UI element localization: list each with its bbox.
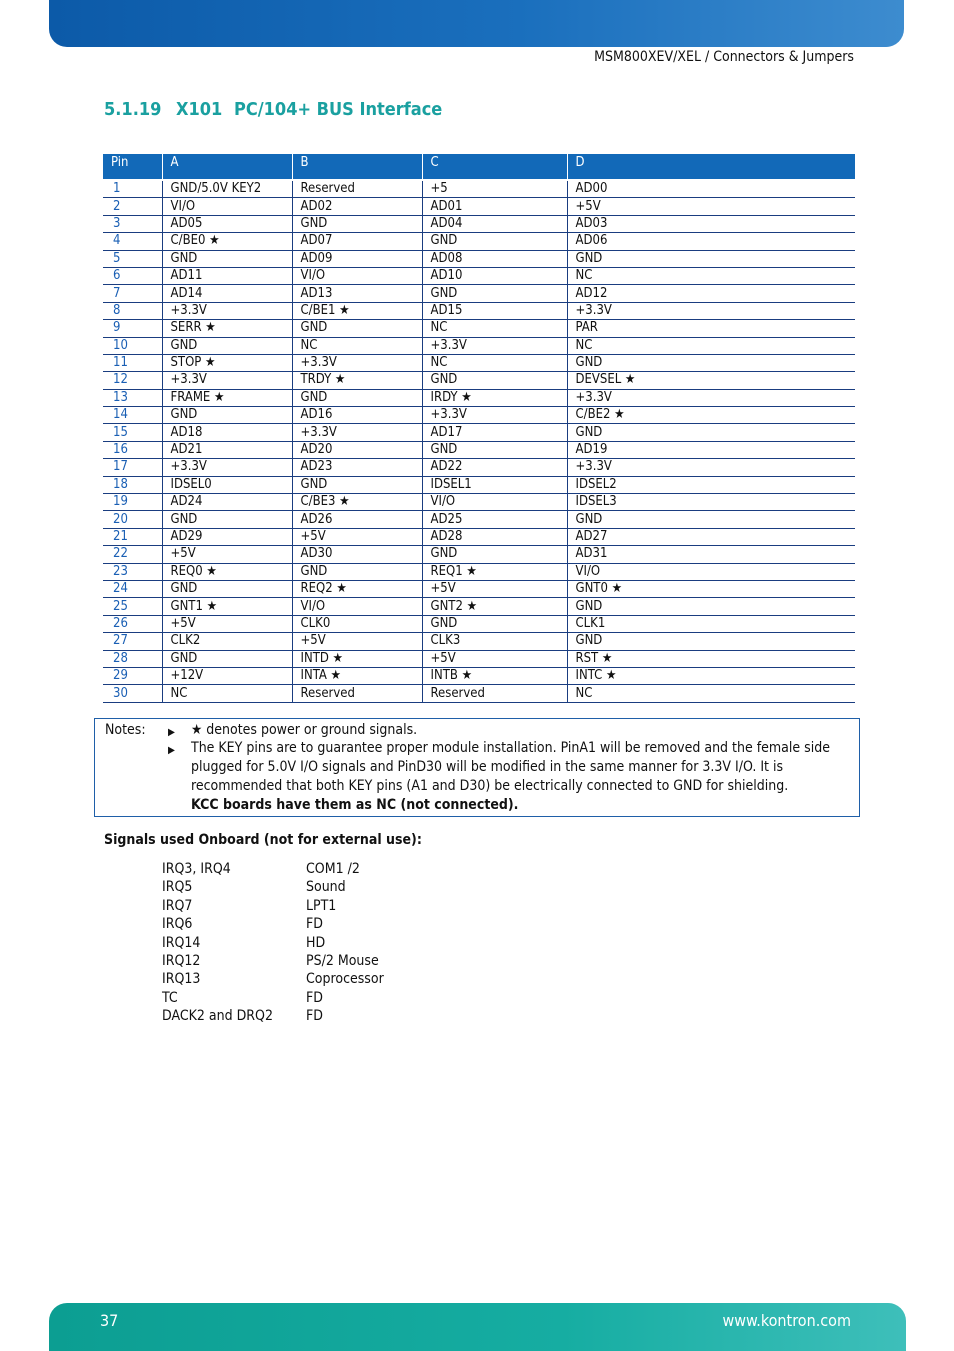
cell-col-b: REQ2 ★ xyxy=(292,580,422,597)
cell-pin: 29 xyxy=(103,667,162,684)
cell-col-b: AD07 xyxy=(292,233,422,250)
cell-col-d: GND xyxy=(567,424,855,441)
section-number: 5.1.19 xyxy=(104,99,162,120)
table-row xyxy=(103,354,855,371)
cell-col-b: GND xyxy=(292,215,422,232)
cell-col-a: GND xyxy=(162,650,292,667)
cell-col-c: AD28 xyxy=(422,528,567,545)
signals-title: Signals used Onboard (not for external use): xyxy=(104,832,422,848)
cell-col-c: Reserved xyxy=(422,685,567,702)
signal-row xyxy=(162,860,384,878)
cell-pin: 10 xyxy=(103,337,162,354)
cell-col-d: GND xyxy=(567,511,855,528)
cell-col-b: AD13 xyxy=(292,285,422,302)
cell-pin: 16 xyxy=(103,441,162,458)
cell-col-a: VI/O xyxy=(162,198,292,215)
signal-row xyxy=(162,989,384,1007)
table-row xyxy=(103,250,855,267)
section-id: X101 xyxy=(176,99,223,120)
cell-col-a: AD18 xyxy=(162,424,292,441)
cell-pin: 26 xyxy=(103,615,162,632)
cell-pin: 28 xyxy=(103,650,162,667)
cell-col-a: +3.3V xyxy=(162,372,292,389)
column-header: A xyxy=(162,154,292,179)
bullet-arrow-icon: ▶ xyxy=(168,727,175,738)
cell-col-c: AD01 xyxy=(422,198,567,215)
cell-col-c: IRDY ★ xyxy=(422,389,567,406)
cell-col-a: AD24 xyxy=(162,494,292,511)
signal-irq: IRQ7 xyxy=(162,897,193,914)
cell-col-a: +5V xyxy=(162,615,292,632)
cell-pin: 12 xyxy=(103,372,162,389)
signal-irq: IRQ5 xyxy=(162,879,193,896)
cell-col-a: GND xyxy=(162,580,292,597)
column-header: D xyxy=(567,154,855,179)
cell-col-d: AD12 xyxy=(567,285,855,302)
cell-col-b: AD23 xyxy=(292,459,422,476)
page-number: 37 xyxy=(100,1311,119,1330)
note-bold: KCC boards have them as NC (not connected). xyxy=(191,797,519,813)
cell-col-d: GNT0 ★ xyxy=(567,580,855,597)
cell-col-b: Reserved xyxy=(292,181,422,198)
signal-use: FD xyxy=(306,916,323,933)
cell-col-a: GND xyxy=(162,250,292,267)
cell-col-b: +3.3V xyxy=(292,424,422,441)
signal-use: Coprocessor xyxy=(306,971,384,988)
cell-col-d: AD27 xyxy=(567,528,855,545)
cell-pin: 23 xyxy=(103,563,162,580)
cell-col-a: AD14 xyxy=(162,285,292,302)
cell-col-d: DEVSEL ★ xyxy=(567,372,855,389)
table-header-row xyxy=(103,154,855,179)
cell-pin: 27 xyxy=(103,633,162,650)
cell-pin: 11 xyxy=(103,354,162,371)
cell-pin: 6 xyxy=(103,267,162,284)
cell-col-c: +5 xyxy=(422,181,567,198)
signals-list xyxy=(162,860,384,1026)
cell-col-d: AD31 xyxy=(567,546,855,563)
note-item: ★ denotes power or ground signals. xyxy=(191,722,418,738)
cell-col-b: VI/O xyxy=(292,598,422,615)
cell-col-c: NC xyxy=(422,320,567,337)
cell-col-b: Reserved xyxy=(292,685,422,702)
cell-col-c: VI/O xyxy=(422,494,567,511)
cell-pin: 8 xyxy=(103,302,162,319)
cell-col-a: GNT1 ★ xyxy=(162,598,292,615)
cell-pin: 3 xyxy=(103,215,162,232)
cell-col-b: TRDY ★ xyxy=(292,372,422,389)
cell-col-b: +5V xyxy=(292,633,422,650)
cell-col-b: AD09 xyxy=(292,250,422,267)
notes-label: Notes: xyxy=(105,722,146,738)
cell-col-d: AD06 xyxy=(567,233,855,250)
column-header: B xyxy=(292,154,422,179)
signal-irq: TC xyxy=(162,989,178,1006)
cell-col-d: GND xyxy=(567,354,855,371)
cell-col-a: FRAME ★ xyxy=(162,389,292,406)
column-header: C xyxy=(422,154,567,179)
signal-row xyxy=(162,878,384,896)
signal-irq: IRQ13 xyxy=(162,971,201,988)
cell-col-d: CLK1 xyxy=(567,615,855,632)
cell-col-d: C/BE2 ★ xyxy=(567,407,855,424)
signal-use: COM1 /2 xyxy=(306,861,360,877)
table-row xyxy=(103,528,855,545)
signal-irq: DACK2 and DRQ2 xyxy=(162,1008,273,1025)
cell-col-c: AD04 xyxy=(422,215,567,232)
table-row xyxy=(103,215,855,232)
cell-col-a: GND xyxy=(162,407,292,424)
signal-use: FD xyxy=(306,989,323,1006)
cell-col-d: +3.3V xyxy=(567,302,855,319)
notes-box xyxy=(94,718,860,817)
cell-pin: 1 xyxy=(103,181,162,198)
cell-col-d: GND xyxy=(567,633,855,650)
section-name: PC/104+ BUS Interface xyxy=(234,99,443,120)
table-row xyxy=(103,546,855,563)
cell-col-c: GND xyxy=(422,441,567,458)
cell-col-c: GND xyxy=(422,372,567,389)
signal-row xyxy=(162,970,384,988)
signal-irq: IRQ12 xyxy=(162,953,201,970)
signal-use: HD xyxy=(306,934,326,951)
signal-use: PS/2 Mouse xyxy=(306,953,379,970)
signal-row xyxy=(162,1007,384,1025)
signal-use: LPT1 xyxy=(306,897,337,914)
cell-col-a: STOP ★ xyxy=(162,354,292,371)
cell-pin: 20 xyxy=(103,511,162,528)
signal-use: Sound xyxy=(306,879,346,896)
cell-col-d: RST ★ xyxy=(567,650,855,667)
signal-irq: IRQ3, IRQ4 xyxy=(162,861,231,877)
cell-pin: 4 xyxy=(103,233,162,250)
cell-col-b: NC xyxy=(292,337,422,354)
column-header: Pin xyxy=(103,154,162,179)
cell-col-c: AD17 xyxy=(422,424,567,441)
table-row xyxy=(103,563,855,580)
section-title xyxy=(104,99,442,120)
signal-use: FD xyxy=(306,1008,323,1025)
cell-col-c: +3.3V xyxy=(422,407,567,424)
cell-pin: 15 xyxy=(103,424,162,441)
cell-col-b: C/BE3 ★ xyxy=(292,494,422,511)
cell-col-b: VI/O xyxy=(292,267,422,284)
cell-col-a: IDSEL0 xyxy=(162,476,292,493)
cell-col-b: AD30 xyxy=(292,546,422,563)
cell-col-b: AD02 xyxy=(292,198,422,215)
note-item: The KEY pins are to guarantee proper module installation. PinA1 will be removed and the female side plugged for 5.0V I/O signals and PinD30 will be modified in the same manner for 3.3V I/O. It is recommended that both KEY pins (A1 and D30) be electrically connected to GND for shielding. xyxy=(191,740,830,794)
cell-pin: 25 xyxy=(103,598,162,615)
cell-col-d: IDSEL2 xyxy=(567,476,855,493)
cell-col-d: +3.3V xyxy=(567,389,855,406)
cell-col-d: NC xyxy=(567,337,855,354)
table-row xyxy=(103,198,855,215)
table-row xyxy=(103,407,855,424)
cell-col-d: PAR xyxy=(567,320,855,337)
signal-row xyxy=(162,915,384,933)
cell-col-d: GND xyxy=(567,598,855,615)
cell-col-a: AD21 xyxy=(162,441,292,458)
cell-col-a: AD29 xyxy=(162,528,292,545)
table-row xyxy=(103,389,855,406)
cell-col-b: GND xyxy=(292,563,422,580)
cell-col-a: +5V xyxy=(162,546,292,563)
cell-col-b: INTD ★ xyxy=(292,650,422,667)
cell-col-d: AD03 xyxy=(567,215,855,232)
top-banner xyxy=(49,0,904,47)
cell-col-b: AD20 xyxy=(292,441,422,458)
cell-pin: 7 xyxy=(103,285,162,302)
cell-col-a: +3.3V xyxy=(162,302,292,319)
cell-col-b: GND xyxy=(292,476,422,493)
table-row xyxy=(103,233,855,250)
cell-col-a: +3.3V xyxy=(162,459,292,476)
bullet-arrow-icon: ▶ xyxy=(168,745,175,756)
cell-pin: 22 xyxy=(103,546,162,563)
table-row xyxy=(103,476,855,493)
table-row xyxy=(103,650,855,667)
table-row xyxy=(103,320,855,337)
cell-pin: 9 xyxy=(103,320,162,337)
cell-col-d: +5V xyxy=(567,198,855,215)
cell-col-c: +3.3V xyxy=(422,337,567,354)
table-row xyxy=(103,441,855,458)
table-row xyxy=(103,302,855,319)
cell-col-c: REQ1 ★ xyxy=(422,563,567,580)
cell-pin: 24 xyxy=(103,580,162,597)
cell-col-d: VI/O xyxy=(567,563,855,580)
table-row xyxy=(103,459,855,476)
cell-col-a: C/BE0 ★ xyxy=(162,233,292,250)
cell-col-c: AD22 xyxy=(422,459,567,476)
cell-pin: 18 xyxy=(103,476,162,493)
cell-col-a: SERR ★ xyxy=(162,320,292,337)
cell-pin: 19 xyxy=(103,494,162,511)
cell-col-d: IDSEL3 xyxy=(567,494,855,511)
cell-col-b: +3.3V xyxy=(292,354,422,371)
cell-col-c: AD08 xyxy=(422,250,567,267)
table-row xyxy=(103,267,855,284)
cell-col-d: GND xyxy=(567,250,855,267)
cell-col-c: GND xyxy=(422,615,567,632)
table-row xyxy=(103,424,855,441)
cell-col-a: REQ0 ★ xyxy=(162,563,292,580)
cell-col-b: AD16 xyxy=(292,407,422,424)
cell-col-c: GNT2 ★ xyxy=(422,598,567,615)
cell-pin: 2 xyxy=(103,198,162,215)
table-row xyxy=(103,494,855,511)
cell-col-c: +5V xyxy=(422,650,567,667)
table-row xyxy=(103,580,855,597)
table-row xyxy=(103,598,855,615)
cell-col-a: AD11 xyxy=(162,267,292,284)
signal-row xyxy=(162,952,384,970)
cell-pin: 5 xyxy=(103,250,162,267)
cell-col-d: NC xyxy=(567,685,855,702)
cell-pin: 14 xyxy=(103,407,162,424)
cell-col-a: GND xyxy=(162,337,292,354)
cell-col-c: IDSEL1 xyxy=(422,476,567,493)
table-row xyxy=(103,181,855,198)
cell-col-d: AD19 xyxy=(567,441,855,458)
table-row xyxy=(103,285,855,302)
cell-col-c: AD25 xyxy=(422,511,567,528)
cell-col-c: GND xyxy=(422,233,567,250)
pin-table-body xyxy=(103,179,855,702)
cell-col-a: NC xyxy=(162,685,292,702)
cell-col-b: GND xyxy=(292,389,422,406)
cell-col-d: +3.3V xyxy=(567,459,855,476)
cell-col-d: AD00 xyxy=(567,181,855,198)
cell-col-a: AD05 xyxy=(162,215,292,232)
cell-col-b: AD26 xyxy=(292,511,422,528)
table-row xyxy=(103,372,855,389)
cell-col-a: +12V xyxy=(162,667,292,684)
signal-irq: IRQ6 xyxy=(162,916,193,933)
cell-col-b: CLK0 xyxy=(292,615,422,632)
cell-col-a: GND xyxy=(162,511,292,528)
signal-irq: IRQ14 xyxy=(162,934,201,951)
table-row xyxy=(103,337,855,354)
header-title: MSM800XEV/XEL / Connectors & Jumpers xyxy=(594,49,854,65)
cell-col-b: C/BE1 ★ xyxy=(292,302,422,319)
cell-col-b: GND xyxy=(292,320,422,337)
cell-col-c: +5V xyxy=(422,580,567,597)
cell-col-c: NC xyxy=(422,354,567,371)
signal-row xyxy=(162,897,384,915)
cell-col-c: AD10 xyxy=(422,267,567,284)
table-row xyxy=(103,615,855,632)
table-row xyxy=(103,511,855,528)
footer-website-link[interactable]: www.kontron.com xyxy=(722,1311,851,1330)
cell-col-d: NC xyxy=(567,267,855,284)
signal-row xyxy=(162,934,384,952)
cell-col-b: INTA ★ xyxy=(292,667,422,684)
cell-col-c: GND xyxy=(422,285,567,302)
pin-table xyxy=(103,154,856,703)
cell-pin: 30 xyxy=(103,685,162,702)
table-row xyxy=(103,633,855,650)
cell-pin: 13 xyxy=(103,389,162,406)
cell-col-c: GND xyxy=(422,546,567,563)
cell-col-c: INTB ★ xyxy=(422,667,567,684)
cell-pin: 17 xyxy=(103,459,162,476)
cell-col-d: INTC ★ xyxy=(567,667,855,684)
cell-col-c: CLK3 xyxy=(422,633,567,650)
cell-col-b: +5V xyxy=(292,528,422,545)
cell-pin: 21 xyxy=(103,528,162,545)
cell-col-a: GND/5.0V KEY2 xyxy=(162,181,292,198)
table-row xyxy=(103,685,855,702)
table-row xyxy=(103,667,855,684)
cell-col-a: CLK2 xyxy=(162,633,292,650)
cell-col-c: AD15 xyxy=(422,302,567,319)
